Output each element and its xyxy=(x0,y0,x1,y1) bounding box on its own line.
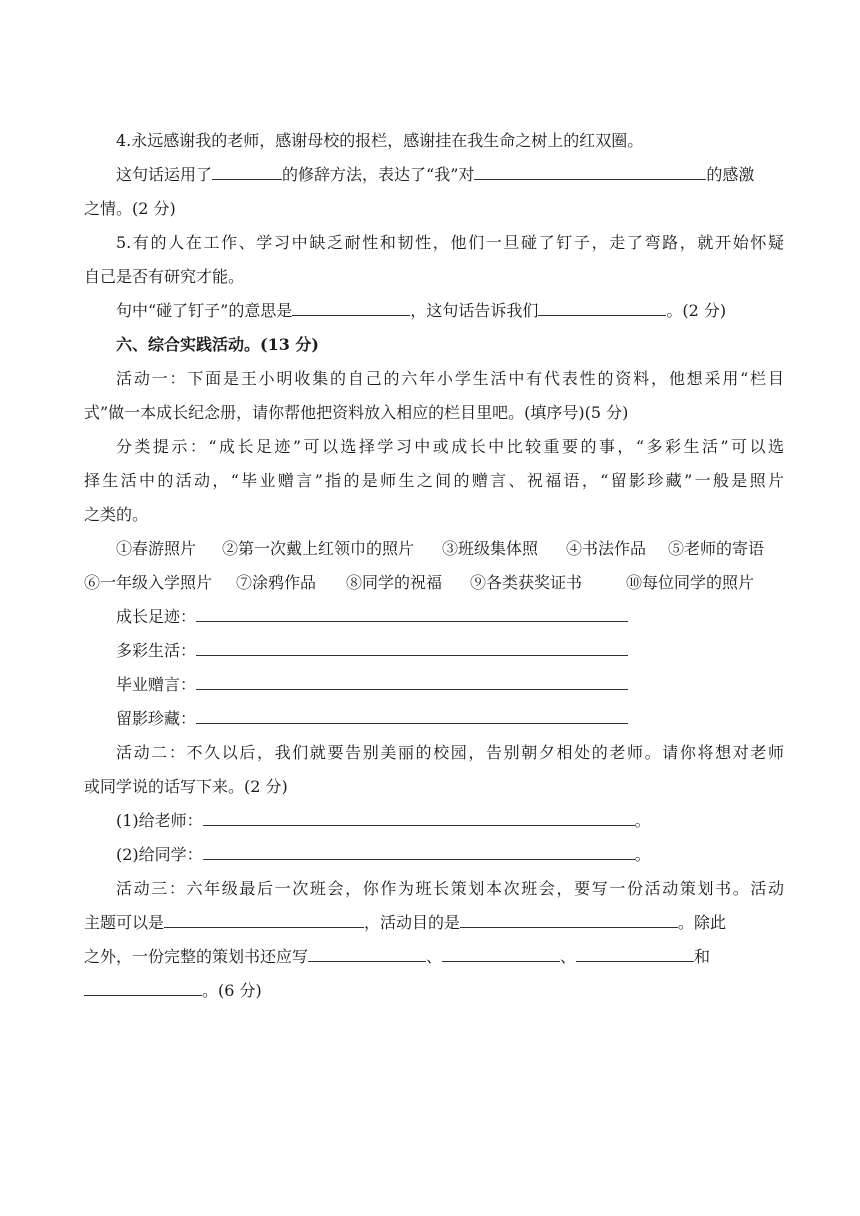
to-teacher-label: (1)给老师： xyxy=(116,811,203,830)
category-label: 毕业赠言： xyxy=(116,675,197,694)
list-item: ⑧同学的祝福 xyxy=(346,573,443,592)
farewell-answer-line[interactable] xyxy=(196,674,628,690)
list-item: ⑥一年级入学照片 xyxy=(84,573,213,592)
act3-purpose-label: ，活动目的是 xyxy=(364,913,461,932)
act3-item-blank-2[interactable] xyxy=(442,946,560,962)
act3-item-blank-3[interactable] xyxy=(576,946,694,962)
act3-l4 xyxy=(84,980,784,1002)
q5-prompt-line xyxy=(116,300,784,322)
period: 。 xyxy=(634,845,651,864)
q5-prompt-b: ，这句话告诉我们 xyxy=(410,301,539,320)
act1-intro-l1: 活动一：下面是王小明收集的自己的六年小学生活中有代表性的资料，他想采用“栏目 xyxy=(116,369,784,388)
q5-blank-meaning[interactable] xyxy=(292,300,410,316)
list-item: ⑩每位同学的照片 xyxy=(626,573,755,592)
q4-blank-gratitude[interactable] xyxy=(474,164,706,180)
list-item: ①春游照片 xyxy=(116,539,197,558)
q4-sentence: 4.永远感谢我的老师，感谢母校的报栏，感谢挂在我生命之树上的红双圈。 xyxy=(116,131,644,150)
act1-hint-l1: 分类提示：“成长足迹”可以选择学习中或成长中比较重要的事，“多彩生活”可以选 xyxy=(116,437,784,456)
q4-prompt-end: 之情。(2 分) xyxy=(84,199,176,218)
section6-title: 六、综合实践活动。(13 分) xyxy=(116,335,319,354)
act3-item-blank-1[interactable] xyxy=(308,946,426,962)
act1-items-row2 xyxy=(84,572,784,594)
act3-l1: 活动三：六年级最后一次班会，你作为班长策划本次班会，要写一份活动策划书。活动 xyxy=(116,879,784,898)
list-item: ⑦涂鸦作品 xyxy=(236,573,317,592)
act3-item-blank-4[interactable] xyxy=(84,980,202,996)
act3-l2 xyxy=(84,912,784,934)
act2-intro-l1: 活动二：不久以后，我们就要告别美丽的校园，告别朝夕相处的老师。请你将想对老师 xyxy=(116,743,784,762)
act1-intro-l2: 式”做一本成长纪念册，请你帮他把资料放入相应的栏目里吧。(填序号)(5 分) xyxy=(84,403,629,422)
q5-sentence-l2: 自己是否有研究才能。 xyxy=(84,267,245,286)
q4-prompt-line xyxy=(116,164,784,186)
act3-theme-blank[interactable] xyxy=(164,912,364,928)
category-label: 留影珍藏： xyxy=(116,709,197,728)
act2-to-teacher xyxy=(116,810,784,832)
q4-prompt-b: 的修辞方法，表达了“我”对 xyxy=(282,165,475,184)
act3-also-label: 之外，一份完整的策划书还应写 xyxy=(84,947,309,966)
act2-intro-l2: 或同学说的话写下来。(2 分) xyxy=(84,777,288,796)
list-item: ②第一次戴上红领巾的照片 xyxy=(222,539,415,558)
act3-l2-end: 。除此 xyxy=(678,913,727,932)
act3-theme-label: 主题可以是 xyxy=(84,913,165,932)
q5-sentence-l1: 5.有的人在工作、学习中缺乏耐性和韧性，他们一旦碰了钉子，走了弯路，就开始怀疑 xyxy=(116,233,784,252)
and-label: 和 xyxy=(694,947,711,966)
growth-answer-line[interactable] xyxy=(196,606,628,622)
category-label: 成长足迹： xyxy=(116,607,197,626)
act1-category-life xyxy=(116,640,784,662)
period: 。 xyxy=(634,811,651,830)
q5-prompt-a: 句中“碰了钉子”的意思是 xyxy=(116,301,293,320)
act3-purpose-blank[interactable] xyxy=(460,912,678,928)
q5-prompt-c: 。(2 分) xyxy=(666,301,727,320)
photos-answer-line[interactable] xyxy=(196,708,628,724)
act2-to-classmate xyxy=(116,844,784,866)
act1-category-farewell xyxy=(116,674,784,696)
act1-category-photos xyxy=(116,708,784,730)
list-item: ⑨各类获奖证书 xyxy=(470,573,583,592)
category-label: 多彩生活： xyxy=(116,641,197,660)
separator: 、 xyxy=(560,947,577,966)
life-answer-line[interactable] xyxy=(196,640,628,656)
act1-hint-l2: 择生活中的活动，“毕业赠言”指的是师生之间的赠言、祝福语，“留影珍藏”一般是照片 xyxy=(84,471,784,490)
act3-l3 xyxy=(84,946,784,968)
act1-category-growth xyxy=(116,606,784,628)
list-item: ⑤老师的寄语 xyxy=(668,539,765,558)
act3-l4-end: 。(6 分) xyxy=(202,981,262,1000)
to-teacher-answer-line[interactable] xyxy=(203,810,635,826)
q4-prompt-a: 这句话运用了 xyxy=(116,165,213,184)
q4-blank-rhetoric[interactable] xyxy=(212,164,282,180)
to-classmate-answer-line[interactable] xyxy=(203,844,635,860)
q4-prompt-c: 的感激 xyxy=(706,165,755,184)
separator: 、 xyxy=(426,947,443,966)
list-item: ③班级集体照 xyxy=(442,539,539,558)
list-item: ④书法作品 xyxy=(566,539,647,558)
act1-items-row1 xyxy=(116,538,784,560)
q5-blank-lesson[interactable] xyxy=(538,300,666,316)
to-classmate-label: (2)给同学： xyxy=(116,845,203,864)
act1-hint-l3: 之类的。 xyxy=(84,505,149,524)
